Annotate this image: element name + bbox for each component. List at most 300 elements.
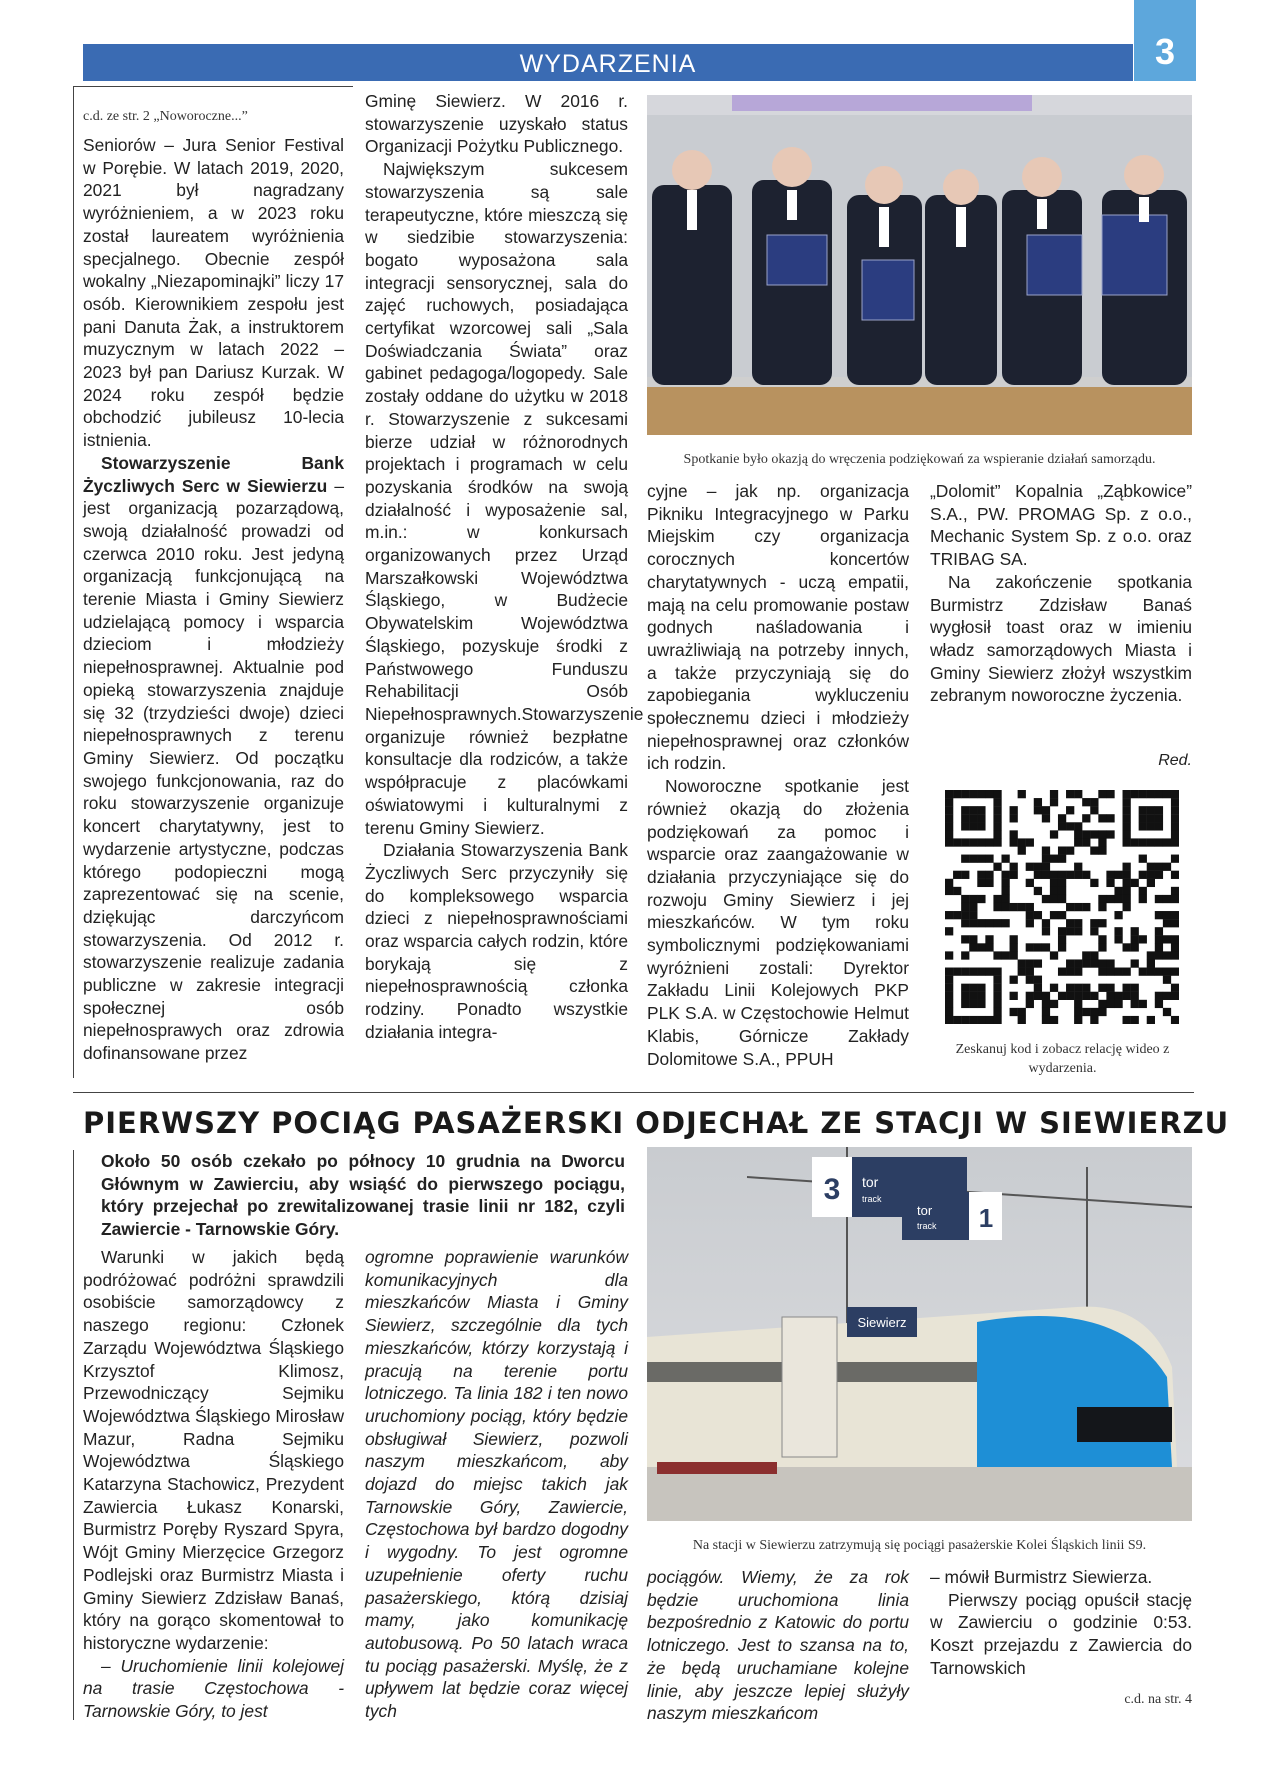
qr-module bbox=[1026, 903, 1034, 911]
qr-module bbox=[953, 871, 961, 879]
qr-module bbox=[969, 1000, 977, 1008]
qr-module bbox=[1001, 887, 1009, 895]
qr-module bbox=[1171, 895, 1179, 903]
qr-module bbox=[1123, 903, 1131, 911]
qr-module bbox=[985, 871, 993, 879]
qr-module bbox=[1082, 984, 1090, 992]
qr-module bbox=[1074, 830, 1082, 838]
qr-module bbox=[1139, 806, 1147, 814]
left-border-bottom bbox=[73, 1150, 74, 1720]
qr-module bbox=[1010, 814, 1018, 822]
qr-module bbox=[1042, 806, 1050, 814]
qr-module bbox=[1010, 830, 1018, 838]
awards-photo-graphic bbox=[647, 95, 1192, 435]
qr-module bbox=[993, 1000, 1001, 1008]
qr-module bbox=[1131, 992, 1139, 1000]
qr-module bbox=[1155, 790, 1163, 798]
qr-module bbox=[1114, 911, 1122, 919]
qr-module bbox=[993, 976, 1001, 984]
qr-module bbox=[1050, 871, 1058, 879]
qr-module bbox=[1001, 871, 1009, 879]
qr-module bbox=[1001, 895, 1009, 903]
qr-module bbox=[1155, 911, 1163, 919]
qr-module bbox=[1139, 1000, 1147, 1008]
station-sign-text: Siewierz bbox=[857, 1315, 907, 1330]
qr-module bbox=[1123, 814, 1131, 822]
qr-module bbox=[1171, 830, 1179, 838]
qr-module bbox=[1123, 895, 1131, 903]
qr-module bbox=[945, 1008, 953, 1016]
qr-module bbox=[1010, 871, 1018, 879]
paragraph: ogromne poprawienie warunków komunikacyjnych dla mieszkańców Miasta i Gminy Siewierz, szczególnie dla tych mieszkańców, którzy korzystają i pracują na terenie portu lotniczego. Ta linia 182 i ten nowo uruchomiony pociąg, który będzie obsługiwał Siewierz, pozwoli naszym mieszkańcom, aby dojazd do miejsc takich jak Tarnowskie Góry, Zawiercie, Częstochowa był bardzo dogodny i wygodny. To jest ogromne uzupełnienie oferty ruchu pasażerskiego, którą dzisiaj mamy, jako komunikację autobusową. Po 50 latach wraca tu pociąg pasażerski. Myślę, że z upływem lat będzie coraz więcej tych bbox=[365, 1247, 628, 1722]
qr-module bbox=[961, 1016, 969, 1024]
qr-module bbox=[1026, 863, 1034, 871]
qr-module bbox=[1018, 846, 1026, 854]
qr-module bbox=[1163, 992, 1171, 1000]
qr-module bbox=[1106, 992, 1114, 1000]
qr-module bbox=[993, 992, 1001, 1000]
qr-module bbox=[1131, 838, 1139, 846]
qr-module bbox=[1074, 1008, 1082, 1016]
qr-module bbox=[1050, 951, 1058, 959]
qr-module bbox=[1147, 879, 1155, 887]
qr-module bbox=[1026, 976, 1034, 984]
qr-module bbox=[1147, 790, 1155, 798]
qr-module bbox=[1106, 1000, 1114, 1008]
qr-module bbox=[1171, 822, 1179, 830]
qr-module bbox=[1155, 951, 1163, 959]
qr-module bbox=[1123, 838, 1131, 846]
paragraph: Największym sukcesem stowarzyszenia są sale terapeutyczne, które mieszczą się w siedzibie stowarzyszenia: bogato wyposażona sala integracji sensorycznej, sala do zajęć ruchowych, posiadająca certyfikat wzorcowej sali „Sala Doświadczania Świata” oraz gabinet pedagoga/logopedy. Sale zostały oddane do użytku w 2018 r. Stowarzyszenie z sukcesami bierze udział w różnorodnych projektach i programach w celu pozyskania środków na swoją działalność i wyposażenie sal, m.in.: w konkursach organizowanych przez Urząd Marszałkowski Województwa Śląskiego, w Budżecie Obywatelskim Województwa Śląskiego, pozyskuje środki z Państwowego Funduszu Rehabilitacji Osób Niepełnosprawnych.Stowarzyszenie organizuje również bezpłatne konsultacje dla rodziców, a także współpracuje z placówkami oświatowymi i kulturalnymi z terenu Gminy Siewierz. bbox=[365, 159, 644, 838]
qr-module bbox=[1050, 911, 1058, 919]
qr-module bbox=[1042, 855, 1050, 863]
qr-module bbox=[945, 814, 953, 822]
train-photo-caption: Na stacji w Siewierzu zatrzymują się pociągi pasażerskie Kolei Śląskich linii S9. bbox=[692, 1538, 1147, 1553]
qr-module bbox=[1098, 935, 1106, 943]
qr-module bbox=[1050, 798, 1058, 806]
qr-module bbox=[993, 814, 1001, 822]
qr-module bbox=[1050, 887, 1058, 895]
qr-module bbox=[977, 984, 985, 992]
qr-module bbox=[1074, 1000, 1082, 1008]
qr-module bbox=[1026, 943, 1034, 951]
qr-module bbox=[1034, 911, 1042, 919]
article1-column-1 bbox=[83, 134, 344, 1065]
qr-module bbox=[961, 919, 969, 927]
qr-module bbox=[1018, 1008, 1026, 1016]
qr-module bbox=[1001, 951, 1009, 959]
qr-module bbox=[985, 1016, 993, 1024]
paragraph: pociągów. Wiemy, że za rok będzie uruchomiona linia bezpośrednio z Katowic do portu lotniczego. Jest to szansa na to, że będą uruchamiane kolejne linie, aby jeszcze lepiej służyły naszym mieszkańcom bbox=[647, 1567, 909, 1724]
qr-module bbox=[945, 838, 953, 846]
qr-module bbox=[1026, 992, 1034, 1000]
qr-module bbox=[1042, 927, 1050, 935]
qr-module bbox=[945, 879, 953, 887]
qr-module bbox=[1082, 903, 1090, 911]
qr-module bbox=[985, 935, 993, 943]
qr-module bbox=[969, 1016, 977, 1024]
qr-module bbox=[945, 790, 953, 798]
qr-module bbox=[1155, 838, 1163, 846]
qr-module bbox=[1114, 935, 1122, 943]
qr-module bbox=[1066, 846, 1074, 854]
article2-column-4 bbox=[930, 1566, 1192, 1680]
qr-module bbox=[1082, 951, 1090, 959]
top-border-left bbox=[73, 86, 353, 87]
qr-module bbox=[1131, 984, 1139, 992]
qr-module bbox=[1147, 959, 1155, 967]
qr-module bbox=[1074, 919, 1082, 927]
qr-module bbox=[1082, 959, 1090, 967]
qr-module bbox=[1066, 903, 1074, 911]
qr-module bbox=[1058, 968, 1066, 976]
qr-module bbox=[1147, 814, 1155, 822]
qr-module bbox=[1163, 968, 1171, 976]
qr-module bbox=[1171, 951, 1179, 959]
qr-module bbox=[1042, 919, 1050, 927]
qr-module bbox=[1058, 879, 1066, 887]
qr-module bbox=[1074, 790, 1082, 798]
qr-module bbox=[1001, 903, 1009, 911]
qr-module bbox=[1139, 814, 1147, 822]
qr-module bbox=[1050, 1016, 1058, 1024]
qr-module bbox=[1155, 1000, 1163, 1008]
qr-module bbox=[1131, 943, 1139, 951]
qr-module bbox=[1090, 879, 1098, 887]
qr-module bbox=[1163, 976, 1171, 984]
qr-module bbox=[1034, 863, 1042, 871]
qr-module bbox=[993, 863, 1001, 871]
qr-module bbox=[969, 984, 977, 992]
qr-module bbox=[1131, 959, 1139, 967]
qr-module bbox=[1090, 846, 1098, 854]
qr-module bbox=[1010, 976, 1018, 984]
qr-module bbox=[1018, 790, 1026, 798]
paragraph bbox=[83, 452, 344, 1065]
qr-module bbox=[1034, 976, 1042, 984]
qr-module bbox=[1171, 943, 1179, 951]
qr-module bbox=[1155, 814, 1163, 822]
qr-module bbox=[985, 919, 993, 927]
qr-module bbox=[969, 968, 977, 976]
qr-module bbox=[1147, 822, 1155, 830]
qr-module bbox=[1106, 814, 1114, 822]
qr-module bbox=[961, 992, 969, 1000]
qr-module bbox=[1042, 992, 1050, 1000]
qr-module bbox=[1010, 1008, 1018, 1016]
qr-module bbox=[1163, 1008, 1171, 1016]
qr-module bbox=[993, 790, 1001, 798]
paragraph: Noworoczne spotkanie jest również okazją do złożenia podziękowań za pomoc i wsparcie oraz zaangażowanie w działania przyczyniające się do rozwoju Gminy Siewierz i jej mieszkańców. W tym roku symbolicznymi podziękowaniami wyróżnieni zostali: Dyrektor Zakładu Linii Kolejowych PKP PLK S.A. w Częstochowie Helmut Klabis, Górnicze Zakłady Dolomitowe S.A., PPUH bbox=[647, 776, 909, 1069]
qr-module bbox=[977, 790, 985, 798]
qr-module bbox=[969, 911, 977, 919]
qr-module bbox=[985, 943, 993, 951]
qr-module bbox=[945, 927, 953, 935]
qr-module bbox=[1171, 855, 1179, 863]
qr-module bbox=[1171, 871, 1179, 879]
qr-module bbox=[1106, 968, 1114, 976]
qr-module bbox=[1082, 992, 1090, 1000]
qr-module bbox=[1131, 879, 1139, 887]
qr-module bbox=[1066, 806, 1074, 814]
left-border-top bbox=[73, 86, 74, 1078]
qr-module bbox=[1050, 895, 1058, 903]
qr-module bbox=[1155, 806, 1163, 814]
qr-module bbox=[977, 1000, 985, 1008]
qr-module bbox=[1058, 887, 1066, 895]
qr-module bbox=[1082, 1008, 1090, 1016]
qr-module bbox=[993, 830, 1001, 838]
qr-module bbox=[945, 968, 953, 976]
qr-module bbox=[1058, 871, 1066, 879]
qr-module bbox=[993, 895, 1001, 903]
qr-module bbox=[1058, 911, 1066, 919]
paragraph: Warunki w jakich będą podróżować podróżni sprawdzili osobiście samorządowcy z naszego regionu: Członek Zarządu Województwa Śląskiego Krzysztof Klimosz, Przewodniczący Sejmiku Województwa Śląskiego Mirosław Mazur, Radna Sejmiku Województwa Śląskiego Katarzyna Stachowicz, Prezydent Zawiercia Łukasz Konarski, Burmistrz Poręby Ryszard Spyra, Wójt Gminy Mierzęcice Grzegorz Podlejski oraz Burmistrz Miasta i Gminy Siewierz Zdzisław Banaś, który na gorąco skomentował to historyczne wydarzenie: bbox=[83, 1247, 344, 1653]
qr-code[interactable] bbox=[945, 790, 1179, 1024]
qr-module bbox=[1066, 822, 1074, 830]
qr-module bbox=[1042, 871, 1050, 879]
qr-module bbox=[1066, 790, 1074, 798]
qr-module bbox=[1131, 935, 1139, 943]
qr-module bbox=[969, 814, 977, 822]
qr-module bbox=[1042, 863, 1050, 871]
qr-module bbox=[1058, 895, 1066, 903]
qr-module bbox=[1155, 935, 1163, 943]
paragraph: Na zakończenie spotkania Burmistrz Zdzisław Banaś wygłosił toast oraz w imieniu władz samorządowych Miasta i Gminy Siewierz złożył wszystkim zebranym noworoczne życzenia. bbox=[930, 571, 1192, 706]
qr-module bbox=[1058, 855, 1066, 863]
qr-module bbox=[1139, 871, 1147, 879]
qr-module bbox=[1106, 984, 1114, 992]
qr-module bbox=[1050, 790, 1058, 798]
qr-module bbox=[977, 968, 985, 976]
qr-module bbox=[1171, 992, 1179, 1000]
page-number: 3 bbox=[1154, 31, 1176, 72]
qr-module bbox=[1155, 927, 1163, 935]
qr-module bbox=[977, 919, 985, 927]
qr-module bbox=[1058, 846, 1066, 854]
qr-module bbox=[1074, 1016, 1082, 1024]
qr-module bbox=[1163, 838, 1171, 846]
track-3-sublabel: track bbox=[862, 1194, 882, 1204]
qr-module bbox=[977, 822, 985, 830]
qr-module bbox=[1074, 992, 1082, 1000]
qr-module bbox=[953, 838, 961, 846]
qr-module bbox=[1074, 871, 1082, 879]
qr-module bbox=[1155, 871, 1163, 879]
qr-module bbox=[1106, 895, 1114, 903]
qr-module bbox=[1098, 830, 1106, 838]
qr-module bbox=[961, 871, 969, 879]
article2-headline: PIERWSZY POCIĄG PASAŻERSKI ODJECHAŁ ZE STACJI W SIEWIERZU bbox=[83, 1106, 1230, 1140]
qr-module bbox=[1171, 919, 1179, 927]
qr-module bbox=[1171, 968, 1179, 976]
qr-module bbox=[1147, 838, 1155, 846]
qr-module bbox=[993, 838, 1001, 846]
continued-to-note: c.d. na str. 4 bbox=[1124, 1692, 1192, 1707]
qr-module bbox=[1026, 959, 1034, 967]
qr-module bbox=[953, 790, 961, 798]
qr-module bbox=[1106, 959, 1114, 967]
track-1-sublabel: track bbox=[917, 1221, 937, 1231]
qr-module bbox=[1026, 1000, 1034, 1008]
qr-module bbox=[969, 919, 977, 927]
qr-module bbox=[977, 838, 985, 846]
qr-module bbox=[1026, 879, 1034, 887]
qr-module bbox=[1106, 879, 1114, 887]
qr-module bbox=[1171, 984, 1179, 992]
qr-module bbox=[1058, 943, 1066, 951]
qr-module bbox=[1123, 830, 1131, 838]
qr-module bbox=[1050, 855, 1058, 863]
qr-module bbox=[1034, 887, 1042, 895]
qr-module bbox=[1123, 1016, 1131, 1024]
article1-column-4 bbox=[930, 480, 1192, 707]
qr-module bbox=[977, 814, 985, 822]
qr-module bbox=[1082, 838, 1090, 846]
paragraph: – mówił Burmistrz Siewierza. bbox=[930, 1567, 1153, 1587]
qr-module bbox=[1010, 935, 1018, 943]
qr-module bbox=[1074, 822, 1082, 830]
qr-module bbox=[1034, 992, 1042, 1000]
qr-module bbox=[1123, 984, 1131, 992]
qr-module bbox=[945, 1000, 953, 1008]
qr-module bbox=[1050, 830, 1058, 838]
qr-module bbox=[1147, 1016, 1155, 1024]
qr-module bbox=[945, 806, 953, 814]
qr-module bbox=[1034, 984, 1042, 992]
qr-module bbox=[1123, 822, 1131, 830]
qr-module bbox=[1163, 935, 1171, 943]
qr-module bbox=[1123, 943, 1131, 951]
qr-module bbox=[1018, 903, 1026, 911]
qr-module bbox=[1131, 1016, 1139, 1024]
qr-module bbox=[1163, 951, 1171, 959]
qr-module bbox=[1082, 871, 1090, 879]
qr-module bbox=[1163, 895, 1171, 903]
qr-module bbox=[961, 984, 969, 992]
qr-module bbox=[1106, 830, 1114, 838]
qr-module bbox=[953, 968, 961, 976]
quote-paragraph: – Uruchomienie linii kolejowej na trasie Częstochowa - Tarnowskie Góry, to jest bbox=[83, 1655, 344, 1722]
qr-module bbox=[1171, 911, 1179, 919]
qr-module bbox=[985, 879, 993, 887]
qr-module bbox=[1114, 1000, 1122, 1008]
paragraph: cyjne – jak np. organizacja Pikniku Integracyjnego w Parku Miejskim czy organizacja corocznych koncertów charytatywnych - uczą empatii, mają na celu promowanie postaw godnych naśladowania i uwrażliwiają na potrzeby innych, a także przyczyniają się do zapobiegania wykluczeniu społecznemu dzieci i młodzieży niepełnosprawnej oraz członków ich rodzin. bbox=[647, 481, 909, 774]
qr-module bbox=[1163, 911, 1171, 919]
qr-module bbox=[1034, 959, 1042, 967]
qr-module bbox=[1082, 798, 1090, 806]
qr-module bbox=[1026, 919, 1034, 927]
qr-module bbox=[961, 1000, 969, 1008]
qr-module bbox=[1090, 959, 1098, 967]
article2-column-2 bbox=[365, 1246, 628, 1723]
qr-caption: Zeskanuj kod i zobacz relację wideo z wydarzenia. bbox=[955, 1042, 1170, 1076]
continued-from-note: c.d. ze str. 2 „Noworoczne...” bbox=[83, 109, 248, 124]
qr-module bbox=[969, 838, 977, 846]
qr-module bbox=[1090, 1016, 1098, 1024]
qr-module bbox=[1123, 992, 1131, 1000]
qr-module bbox=[1042, 943, 1050, 951]
qr-module bbox=[1155, 943, 1163, 951]
qr-module bbox=[1058, 992, 1066, 1000]
qr-module bbox=[977, 992, 985, 1000]
qr-module bbox=[1098, 1008, 1106, 1016]
qr-module bbox=[1123, 968, 1131, 976]
qr-module bbox=[969, 943, 977, 951]
qr-module bbox=[993, 1016, 1001, 1024]
qr-module bbox=[1155, 968, 1163, 976]
qr-module bbox=[1001, 855, 1009, 863]
awards-photo bbox=[647, 95, 1192, 435]
qr-module bbox=[993, 903, 1001, 911]
qr-module bbox=[1034, 871, 1042, 879]
qr-module bbox=[1098, 1000, 1106, 1008]
qr-module bbox=[1074, 984, 1082, 992]
qr-module bbox=[1042, 1000, 1050, 1008]
paragraph: Pierwszy pociąg opuścił stację w Zawierciu o godzinie 0:53. Koszt przejazdu z Zawiercia do Tarnowskich bbox=[930, 1589, 1192, 1678]
qr-module bbox=[969, 895, 977, 903]
qr-module bbox=[1034, 798, 1042, 806]
paragraph: Gminę Siewierz. W 2016 r. stowarzyszenie uzyskało status Organizacji Pożytku Publicznego. bbox=[365, 91, 628, 157]
qr-module bbox=[1139, 822, 1147, 830]
qr-module bbox=[1123, 798, 1131, 806]
qr-module bbox=[1074, 903, 1082, 911]
qr-module bbox=[1066, 871, 1074, 879]
qr-module bbox=[993, 968, 1001, 976]
qr-module bbox=[1131, 927, 1139, 935]
qr-module bbox=[961, 903, 969, 911]
qr-module bbox=[1001, 879, 1009, 887]
qr-module bbox=[985, 790, 993, 798]
track-1-number: 1 bbox=[978, 1203, 994, 1233]
qr-module bbox=[1163, 790, 1171, 798]
qr-module bbox=[1090, 798, 1098, 806]
qr-module bbox=[1098, 895, 1106, 903]
qr-module bbox=[1114, 927, 1122, 935]
qr-module bbox=[1050, 879, 1058, 887]
qr-module bbox=[1010, 806, 1018, 814]
paragraph: Seniorów – Jura Senior Festival w Porębie. W latach 2019, 2020, 2021 był nagradzany wyróżnieniem, a w 2023 roku został laureatem wyróżnienia specjalnego. Obecnie zespół wokalny „Niezapominajki” liczy 17 osób. Kierownikiem zespołu jest pani Danuta Żak, a instruktorem muzycznym w latach 2022 – 2023 był pan Dariusz Kurzak. W 2024 roku zespół będzie obchodzić jubileusz 10-lecia istnienia. bbox=[83, 135, 344, 451]
qr-module bbox=[1139, 855, 1147, 863]
qr-module bbox=[977, 871, 985, 879]
qr-module bbox=[993, 822, 1001, 830]
qr-module bbox=[1042, 895, 1050, 903]
qr-module bbox=[1098, 984, 1106, 992]
paragraph-text: – jest organizacją pozarządową, swoją działalność prowadzi od czerwca 2010 roku. Jest jedyną organizacją funkcjonującą na terenie Miasta i Gminy Siewierz udzielającą pomocy i wsparcia dzieciom i młodzieży niepełnosprawnej. Aktualnie pod opieką stowarzyszenia znajduje się 32 (trzydzieści dwoje) dzieci niepełnosprawnych z terenu Gminy Siewierz. Od początku swojego funkcjonowania, raz do roku stowarzyszenie organizuje koncert charytatywny, jest to wydarzenie artystyczne, podczas którego podopieczni mogą zaprezentować się na scenie, dziękując darczyńcom stowarzyszenia. Od 2012 r. stowarzyszenie realizuje zadania publiczne w zakresie integracji społecznej osób niepełnosprawych oraz zdrowia dofinansowane przez bbox=[83, 475, 344, 1064]
qr-module bbox=[1114, 992, 1122, 1000]
qr-module bbox=[1163, 863, 1171, 871]
qr-module bbox=[1010, 863, 1018, 871]
qr-module bbox=[1147, 951, 1155, 959]
qr-module bbox=[1034, 806, 1042, 814]
qr-module bbox=[1090, 927, 1098, 935]
qr-module bbox=[1155, 895, 1163, 903]
qr-module bbox=[977, 1016, 985, 1024]
qr-module bbox=[1066, 959, 1074, 967]
qr-module bbox=[1114, 871, 1122, 879]
qr-module bbox=[1123, 790, 1131, 798]
qr-module bbox=[945, 830, 953, 838]
qr-module bbox=[1131, 1000, 1139, 1008]
qr-module bbox=[1074, 838, 1082, 846]
qr-module bbox=[977, 806, 985, 814]
qr-module bbox=[1058, 935, 1066, 943]
qr-module bbox=[1058, 927, 1066, 935]
qr-module bbox=[985, 968, 993, 976]
qr-module bbox=[977, 879, 985, 887]
qr-module bbox=[1018, 968, 1026, 976]
qr-module bbox=[969, 855, 977, 863]
